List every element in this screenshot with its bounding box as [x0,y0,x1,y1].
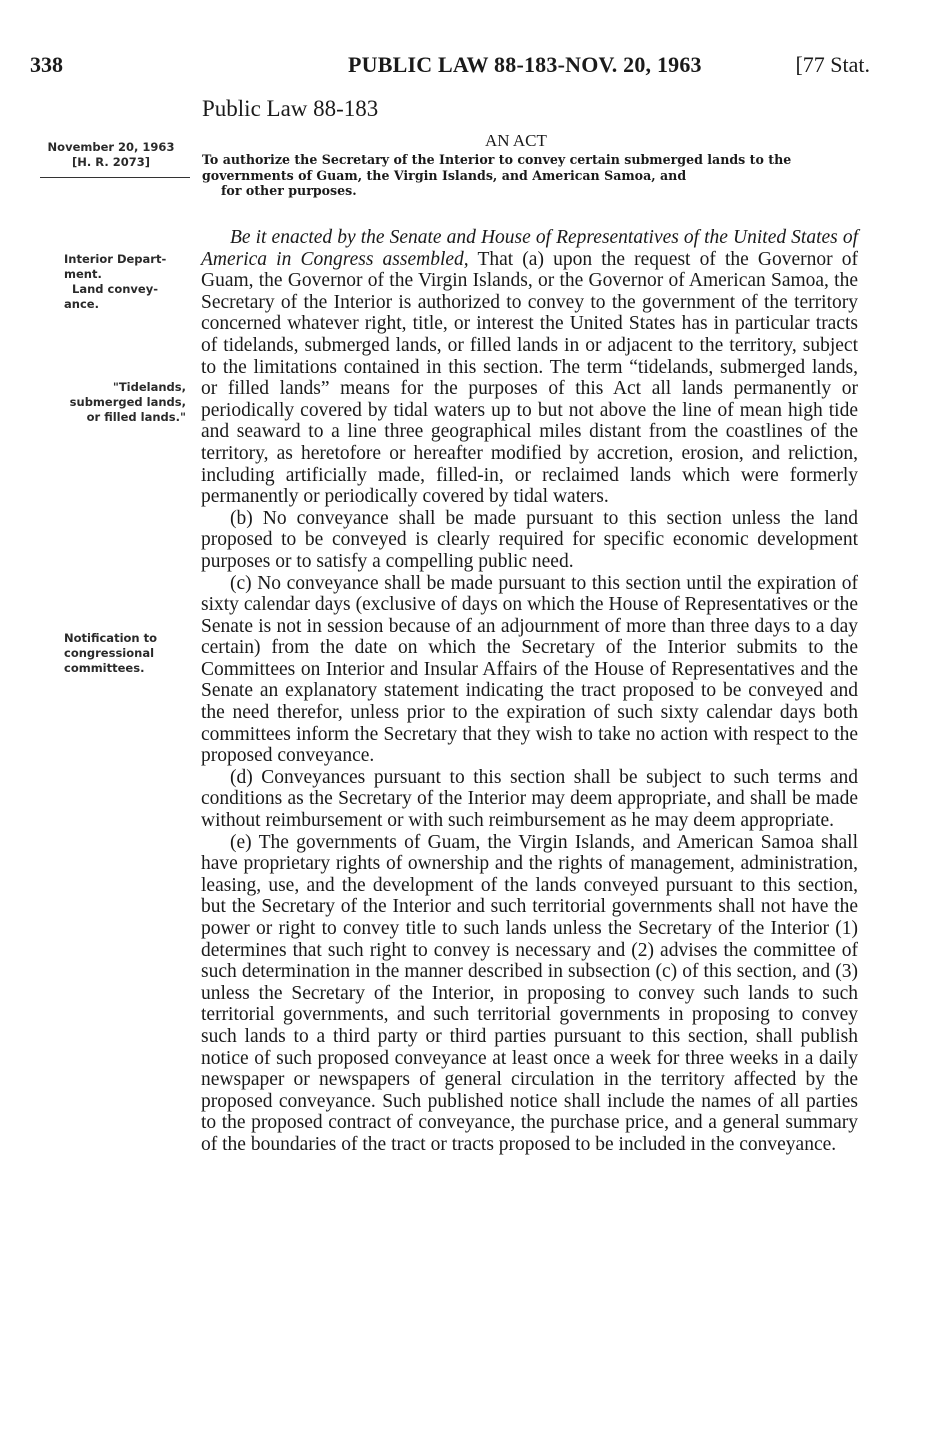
act-body [201,227,858,1156]
margin-note-line: Interior Depart- [64,252,167,266]
margin-note-notification [64,631,184,676]
public-law-title: Public Law 88-183 [202,96,379,121]
margin-note-line: committees. [64,661,145,675]
running-head-title: PUBLIC LAW 88-183-NOV. 20, 1963 [348,52,702,77]
margin-divider [40,177,190,178]
margin-note-line: ance. [64,297,99,311]
section-e-paragraph: (e) The governments of Guam, the Virgin Islands, and American Samoa shall have proprietary rights of ownership and the rights of management, administration, leasing, use, and the development of the lands conveyed pursuant to this section, but the Secretary of the Interior and such territorial governments shall not have the power or right to convey title to such lands unless the Secretary of the Interior (1) determines that such right to convey is necessary and (2) advises the committee of such determination in the manner described in subsection (c) of this section, and (3) unless the Secretary of the Interior, in proposing to convey such lands to such territorial governments, and such territorial governments in proposing to convey such lands to a third party or third parties pursuant to this section, shall publish notice of such proposed conveyance at least once a week for three weeks in a daily newspaper or newspapers of general circulation in the territory affected by the proposed conveyance. Such published notice shall include the names of all parties to the proposed contract of conveyance, the purchase price, and a general summary of the boundaries of the tract or tracts proposed to be included in the conveyance. [201,831,858,1155]
margin-note-line: Notification to [64,631,157,645]
margin-note-line: ment. [64,267,102,281]
act-label: AN ACT [485,131,547,150]
section-d-paragraph: (d) Conveyances pursuant to this section shall be subject to such terms and conditions as the Secretary of the Interior may deem appropriate, and shall be made without reimbursement or with such reimbursement as he may deem appropriate. [201,766,858,832]
section-c-paragraph: (c) No conveyance shall be made pursuant to this section until the expiration of sixty calendar days (exclusive of days on which the House of Representatives or the Senate is not in session because of an adjournment of more than three days to a day certain) from the date on which the Secretary of the Interior submits to the Committees on Interior and Insular Affairs of the House of Representatives and the Senate an explanatory statement indicating the tract proposed to be conveyed and the need therefor, unless prior to the expiration of such sixty calendar days both committees inform the Secretary that they wish to take no action with respect to the proposed conveyance. [201,572,858,767]
margin-note-line: submerged lands, [69,395,186,409]
margin-note-line: "Tidelands, [112,380,186,394]
act-purpose [202,152,858,199]
section-a-text: That (a) upon the request of the Governor of Guam, the Governor of the Virgin Islands, or the Governor of American Samoa, the Secretary of the Interior is authorized to convey to the government of the territory concerned whatever right, title, or interest the United States has in particular tracts of tidelands, submerged lands, or filled lands in or adjacent to the territory, subject to the limitations contained in this section. The term “tidelands, submerged lands, or filled lands” means for the purposes of this Act all lands permanently or periodically covered by tidal waters up to but not above the line of mean high tide and seaward to a line three geographical miles distant from the coastlines of the territory, as heretofore or hereafter modified by accretion, erosion, and reliction, including artificially made, filled-in, or reclaimed lands which were formerly permanently or periodically covered by tidal waters. [201,248,858,508]
section-a-paragraph [201,227,858,508]
section-b-paragraph: (b) No conveyance shall be made pursuant to this section unless the land proposed to be conveyed is clearly required for specific economic development purposes or to satisfy a compelling public need. [201,507,858,572]
enactment-date: November 20, 1963 [47,140,175,154]
margin-note-line: Land convey- [72,282,158,296]
margin-note-interior-department [64,252,184,312]
margin-note-tidelands [36,380,186,425]
margin-note-line: or filled lands." [86,410,186,424]
bill-number: [H. R. 2073] [72,155,150,169]
page-number: 338 [30,52,63,77]
act-purpose-line-1: To authorize the Secretary of the Interior to convey certain submerged lands to the governments of Guam, the Virgin Islands, and American Samoa, and [202,152,792,183]
statute-reference: [77 Stat. [795,52,870,77]
margin-note-line: congressional [64,646,155,660]
act-purpose-line-2: for other purposes. [221,183,357,198]
margin-date-note [32,140,190,170]
enacting-clause: Be it enacted by the Senate and House of Representatives of the United States of America in Congress assembled, [201,227,858,270]
running-head [30,52,870,82]
